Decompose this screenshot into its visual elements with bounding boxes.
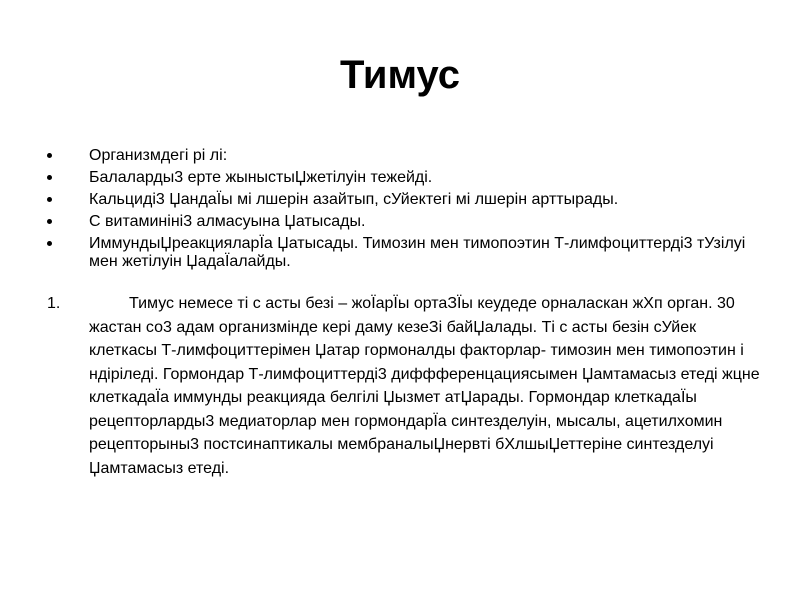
bullet-dot-icon [47, 175, 52, 180]
bullet-dot-icon [47, 219, 52, 224]
bullet-text: ИммундыЏреакцияларЇа Џатысады. Тимозин мен тимопоэтин Т-лимфоциттерді3 тУзілуі мен жетілуін ЏадаЇалайды. [89, 235, 746, 270]
bullet-item [44, 235, 764, 271]
bullet-item [44, 147, 764, 165]
paragraph-text: Тимус немесе ті с асты безі – жоЇарЇы ортаЗЇы кеудеде орналаскан жХп орган. 30 жастан со3 адам организмінде кері даму кезеЗі байЏалады. Ті с асты безін сУйек клеткасы Т-лимфоциттерімен Џатар гормоналды факторлар- тимозин мен тимопоэтин і ндіріледі. Гормондар Т-лимфоциттерді3 диффференцациясымен Џамтамасыз етеді жцне клеткадаЇа иммунды реакцияда белгілі Џызмет атЏарады. Гормондар клеткадаЇы рецепторларды3 медиаторлар мен гормондарЇа синтезделуін, мысалы, ацетилхомин рецепторыны3 постсинаптикалы мембраналыЏнервті бХлшыЏеттеріне синтезделуі Џамтамасыз етеді. [89, 295, 760, 477]
bullet-item [44, 191, 764, 209]
bullet-item [44, 169, 764, 187]
number-marker: 1. [47, 295, 61, 312]
bullet-dot-icon [47, 153, 52, 158]
slide-title: Тимус [339, 53, 461, 97]
bullet-text: Организмдегі рі лі: [89, 147, 228, 164]
numbered-item [44, 292, 764, 480]
bullet-dot-icon [47, 197, 52, 202]
bullet-text: С витаминіні3 алмасуына Џатысады. [89, 213, 366, 230]
bullet-text: Кальциді3 ЏандаЇы мі лшерін азайтып, сУйектегі мі лшерін арттырады. [89, 191, 619, 208]
bullet-text: Балаларды3 ерте жыныстыЏжетілуін тежейді. [89, 169, 433, 186]
bullet-item [44, 213, 764, 231]
numbered-list [44, 292, 764, 480]
bullet-dot-icon [47, 241, 52, 246]
bullet-list [44, 147, 764, 275]
